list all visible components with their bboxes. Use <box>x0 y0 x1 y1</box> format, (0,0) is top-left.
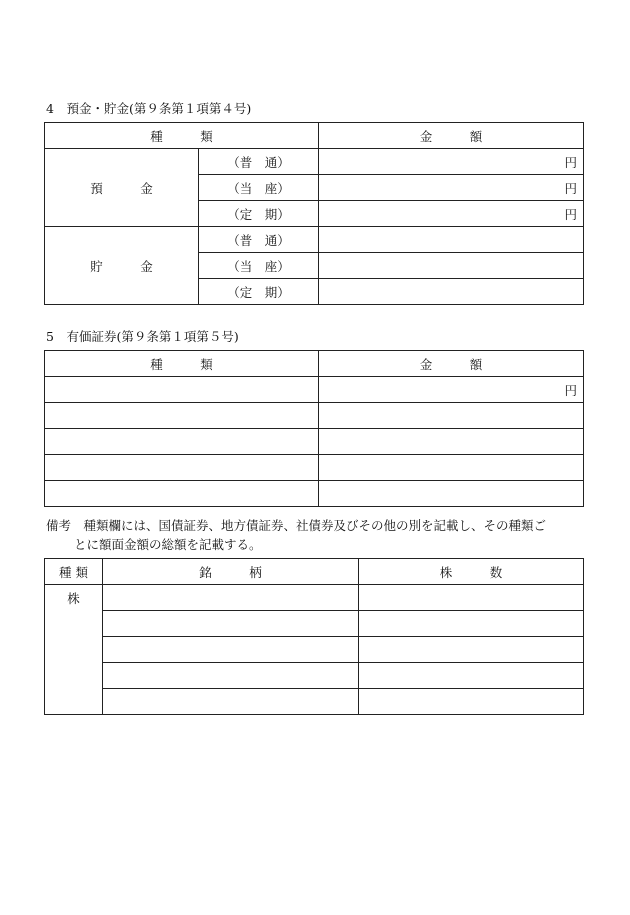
subtype-cell: （普 通） <box>199 149 319 175</box>
header-count: 株 数 <box>359 559 584 585</box>
section4-title: 4 預金・貯金(第９条第１項第４号) <box>46 101 252 116</box>
securities-header-row <box>45 351 584 377</box>
stocks-table <box>44 558 584 715</box>
amount-cell[interactable]: 円 <box>319 175 584 201</box>
subtype-cell: （定 期） <box>199 279 319 305</box>
type-cell[interactable] <box>45 455 319 481</box>
securities-table <box>44 350 584 507</box>
header-type: 種 類 <box>45 123 319 149</box>
table-row <box>45 637 584 663</box>
table-row <box>45 455 584 481</box>
table-row <box>45 481 584 507</box>
count-cell[interactable] <box>359 637 584 663</box>
table-row <box>45 227 584 253</box>
subtype-cell: （普 通） <box>199 227 319 253</box>
amount-cell[interactable] <box>319 481 584 507</box>
deposits-header-row <box>45 123 584 149</box>
table-row <box>45 689 584 715</box>
table-row <box>45 585 584 611</box>
header-name: 銘 柄 <box>103 559 359 585</box>
category-stock: 株 <box>45 585 103 715</box>
remarks-line-1: 備考 種類欄には、国債証券、地方債証券、社債券及びその他の別を記載し、その種類ご <box>46 518 547 533</box>
count-cell[interactable] <box>359 611 584 637</box>
amount-cell[interactable] <box>319 227 584 253</box>
stocks-header-row <box>45 559 584 585</box>
type-cell[interactable] <box>45 377 319 403</box>
table-row <box>45 377 584 403</box>
section5-title: 5 有価証券(第９条第１項第５号) <box>46 329 239 344</box>
subtype-cell: （当 座） <box>199 175 319 201</box>
table-row <box>45 429 584 455</box>
remarks-note <box>46 516 586 554</box>
table-row <box>45 149 584 175</box>
name-cell[interactable] <box>103 585 359 611</box>
name-cell[interactable] <box>103 637 359 663</box>
amount-cell[interactable] <box>319 253 584 279</box>
table-row <box>45 403 584 429</box>
header-amount: 金 額 <box>319 123 584 149</box>
amount-cell[interactable]: 円 <box>319 149 584 175</box>
amount-cell[interactable] <box>319 429 584 455</box>
category-savings: 貯 金 <box>45 227 199 305</box>
count-cell[interactable] <box>359 689 584 715</box>
count-cell[interactable] <box>359 663 584 689</box>
amount-cell[interactable]: 円 <box>319 377 584 403</box>
type-cell[interactable] <box>45 403 319 429</box>
amount-cell[interactable] <box>319 279 584 305</box>
header-type: 種 類 <box>45 559 103 585</box>
deposits-table <box>44 122 584 305</box>
table-row <box>45 663 584 689</box>
amount-cell[interactable] <box>319 455 584 481</box>
count-cell[interactable] <box>359 585 584 611</box>
name-cell[interactable] <box>103 611 359 637</box>
subtype-cell: （当 座） <box>199 253 319 279</box>
category-deposit: 預 金 <box>45 149 199 227</box>
name-cell[interactable] <box>103 689 359 715</box>
remarks-line-2: とに額面金額の総額を記載する。 <box>74 537 262 552</box>
amount-cell[interactable] <box>319 403 584 429</box>
type-cell[interactable] <box>45 481 319 507</box>
subtype-cell: （定 期） <box>199 201 319 227</box>
table-row <box>45 611 584 637</box>
amount-cell[interactable]: 円 <box>319 201 584 227</box>
name-cell[interactable] <box>103 663 359 689</box>
header-type: 種 類 <box>45 351 319 377</box>
header-amount: 金 額 <box>319 351 584 377</box>
type-cell[interactable] <box>45 429 319 455</box>
